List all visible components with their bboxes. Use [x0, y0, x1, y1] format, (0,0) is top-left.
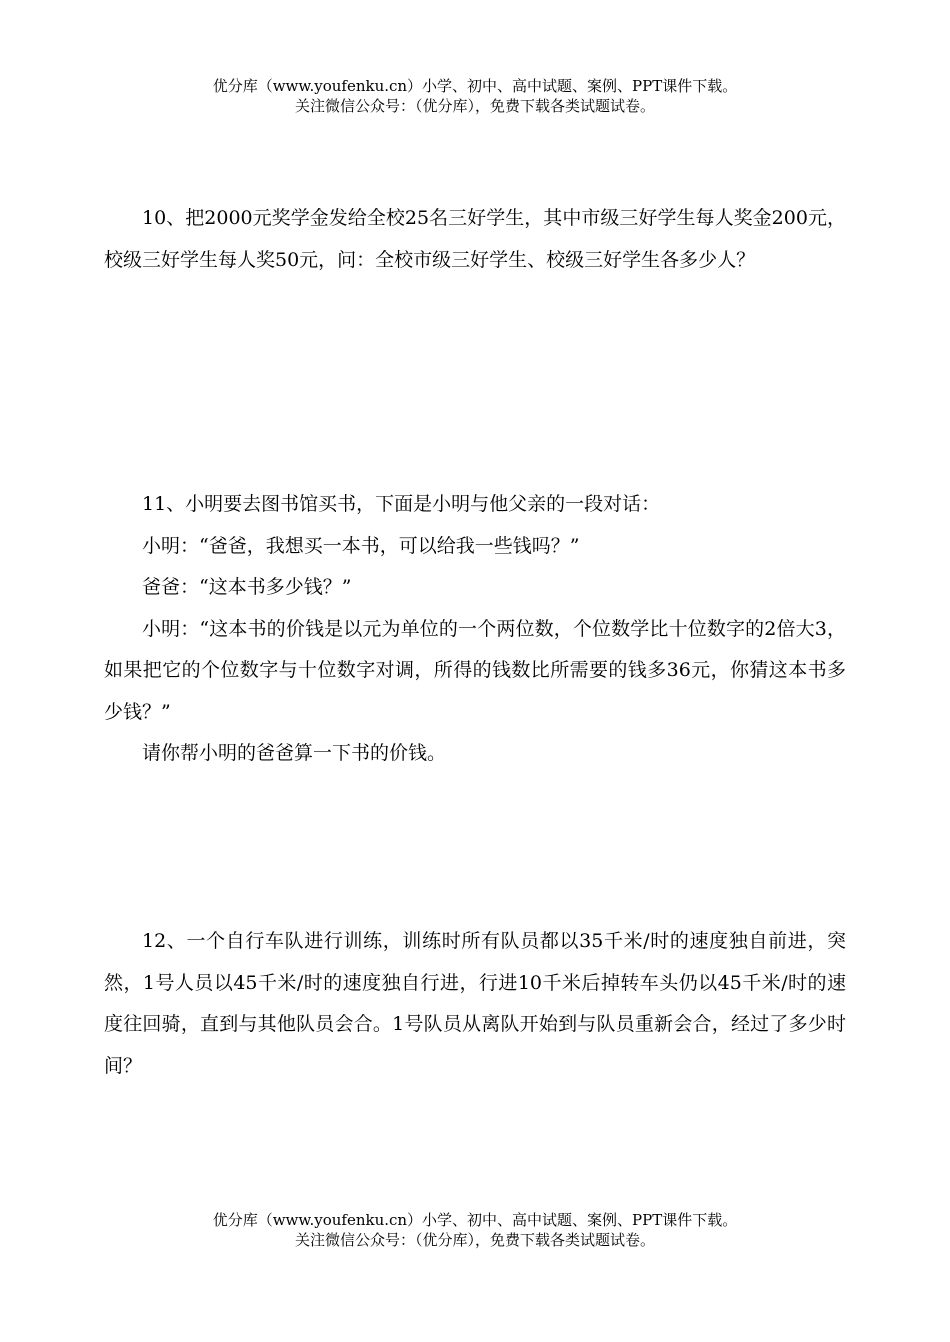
question-11-dialogue-xiaoming-2: 小明：“这本书的价钱是以元为单位的一个两位数，个位数学比十位数字的2倍大3，如果把它的个位数字与十位数字对调，所得的钱数比所需要的钱多36元，你猜这本书多少钱？”	[104, 617, 846, 723]
header-line-1: 优分库（www.youfenku.cn）小学、初中、高中试题、案例、PPT课件下载。	[212, 77, 738, 95]
question-12-text: 12、一个自行车队进行训练，训练时所有队员都以35千米/时的速度独自前进，突然，1号人员以45千米/时的速度独自行进，行进10千米后掉转车头仍以45千米/时的速度往回骑，直到与其他队员会合。1号队员从离队开始到与队员重新会合，经过了多少时间？	[104, 930, 846, 1077]
question-11-prompt: 请你帮小明的爸爸算一下书的价钱。	[142, 742, 447, 764]
footer-line-2: 关注微信公众号：（优分库），免费下载各类试题试卷。	[294, 1231, 655, 1249]
page-footer	[0, 1210, 950, 1250]
page-header	[0, 76, 950, 116]
footer-line-1: 优分库（www.youfenku.cn）小学、初中、高中试题、案例、PPT课件下载。	[212, 1211, 738, 1229]
question-12	[104, 921, 846, 1087]
question-10	[104, 198, 846, 281]
question-11	[104, 484, 846, 775]
header-line-2: 关注微信公众号：（优分库），免费下载各类试题试卷。	[294, 97, 655, 115]
question-10-text: 10、把2000元奖学金发给全校25名三好学生，其中市级三好学生每人奖金200元，校级三好学生每人奖50元，问：全校市级三好学生、校级三好学生各多少人？	[104, 207, 846, 271]
question-11-dialogue-xiaoming-1: 小明：“爸爸，我想买一本书，可以给我一些钱吗？”	[142, 534, 580, 557]
question-11-dialogue-dad: 爸爸：“这本书多少钱？”	[142, 576, 352, 598]
question-11-intro: 11、小明要去图书馆买书，下面是小明与他父亲的一段对话：	[142, 493, 661, 515]
